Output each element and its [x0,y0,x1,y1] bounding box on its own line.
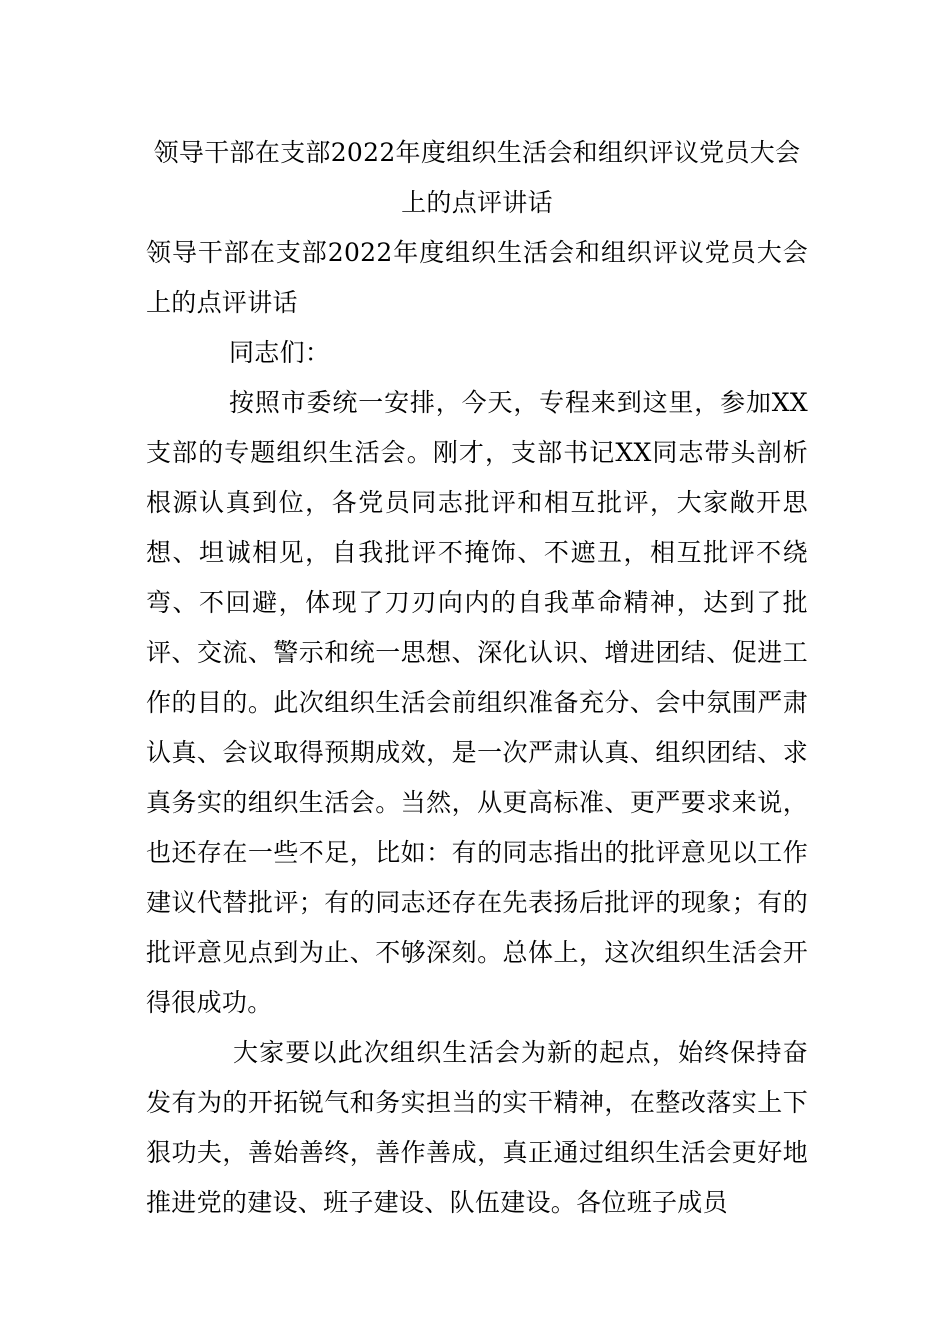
greeting: 同志们： [229,338,331,367]
paragraph-1: 按照市委统一安排，今天，专程来到这里，参加XX支部的专题组织生活会。刚才，支部书记XX同志带头剖析根源认真到位，各党员同志批评和相互批评，大家敞开思想、坦诚相见，自我批评不掩饰、不遮丑，相互批评不绕弯、不回避，体现了刀刃向内的自我革命精神，达到了批评、交流、警示和统一思想、深化认识、增进团结、促进工作的目的。此次组织生活会前组织准备充分、会中氛围严肃认真、会议取得预期成效，是一次严肃认真、组织团结、求真务实的组织生活会。当然，从更高标准、更严要求来说，也还存在一些不足，比如：有的同志指出的批评意见以工作建议代替批评；有的同志还存在先表扬后批评的现象；有的批评意见点到为止、不够深刻。总体上，这次组织生活会开得很成功。 [146,388,808,1017]
document-title: 领导干部在支部2022年度组织生活会和组织评议党员大会上的点评讲话 [153,138,801,217]
document-subtitle: 领导干部在支部2022年度组织生活会和组织评议党员大会上的点评讲话 [146,238,808,317]
paragraph-2: 大家要以此次组织生活会为新的起点，始终保持奋发有为的开拓锐气和务实担当的实干精神，在整改落实上下狠功夫，善始善终，善作善成，真正通过组织生活会更好地推进党的建设、班子建设、队伍建设。各位班子成员 [146,1038,808,1217]
document-page [146,128,808,1228]
